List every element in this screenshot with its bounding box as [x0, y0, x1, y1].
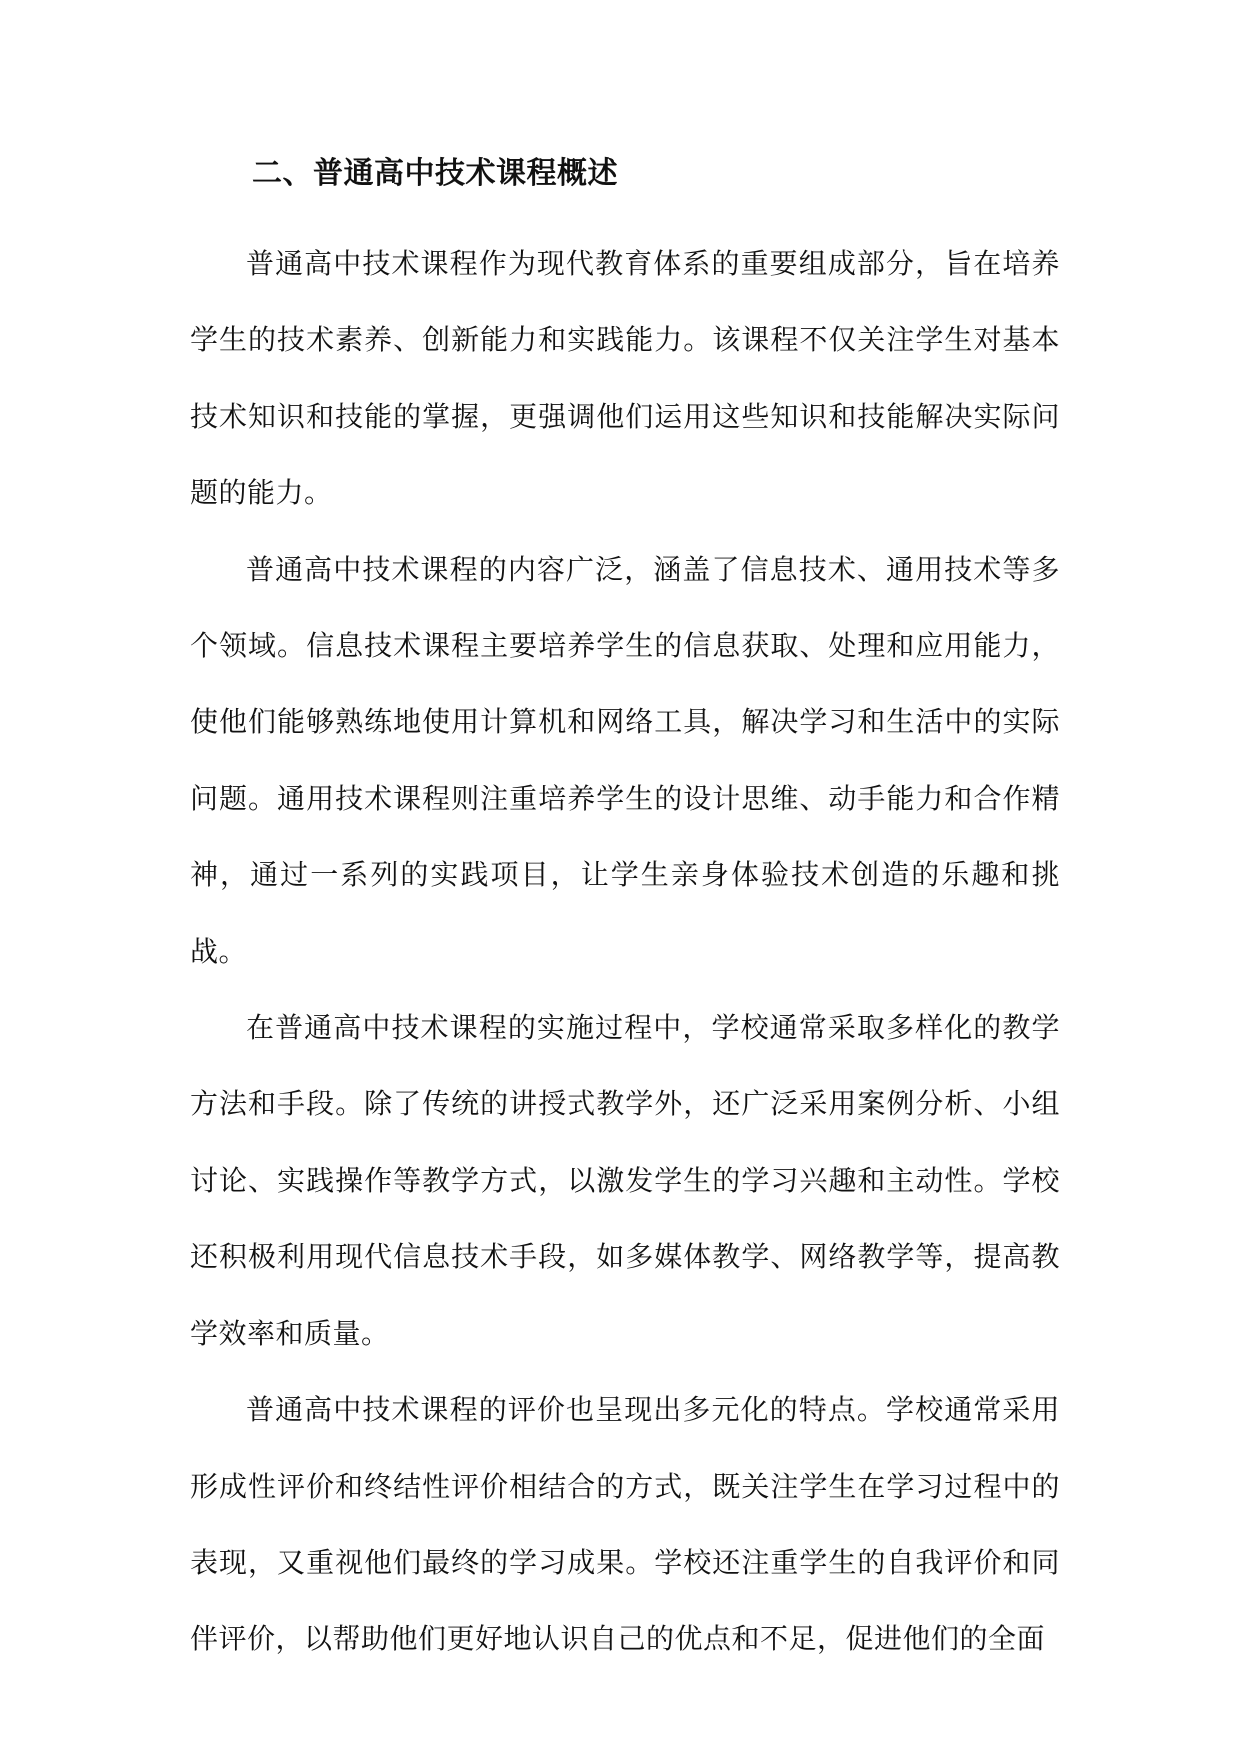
section-heading: 二、普通高中技术课程概述 — [252, 156, 618, 191]
paragraph-evaluation: 普通高中技术课程的评价也呈现出多元化的特点。学校通常采用形成性评价和终结性评价相结合的方式，既关注学生在学习过程中的表现，又重视他们最终的学习成果。学校还注重学生的自我评价和同伴评价，以帮助他们更好地认识自己的优点和不足，促进他们的全面 — [190, 1393, 1060, 1656]
paragraph-content: 普通高中技术课程的内容广泛，涵盖了信息技术、通用技术等多个领域。信息技术课程主要培养学生的信息获取、处理和应用能力，使他们能够熟练地使用计算机和网络工具，解决学习和生活中的实际问题。通用技术课程则注重培养学生的设计思维、动手能力和合作精神，通过一系列的实践项目，让学生亲身体验技术创造的乐趣和挑战。 — [190, 552, 1060, 968]
paragraph-intro: 普通高中技术课程作为现代教育体系的重要组成部分，旨在培养学生的技术素养、创新能力和实践能力。该课程不仅关注学生对基本技术知识和技能的掌握，更强调他们运用这些知识和技能解决实际问题的能力。 — [190, 247, 1060, 510]
paragraph-methods: 在普通高中技术课程的实施过程中，学校通常采取多样化的教学方法和手段。除了传统的讲授式教学外，还广泛采用案例分析、小组讨论、实践操作等教学方式，以激发学生的学习兴趣和主动性。学校还积极利用现代信息技术手段，如多媒体教学、网络教学等，提高教学效率和质量。 — [190, 1011, 1060, 1350]
body-text — [190, 226, 1060, 1678]
